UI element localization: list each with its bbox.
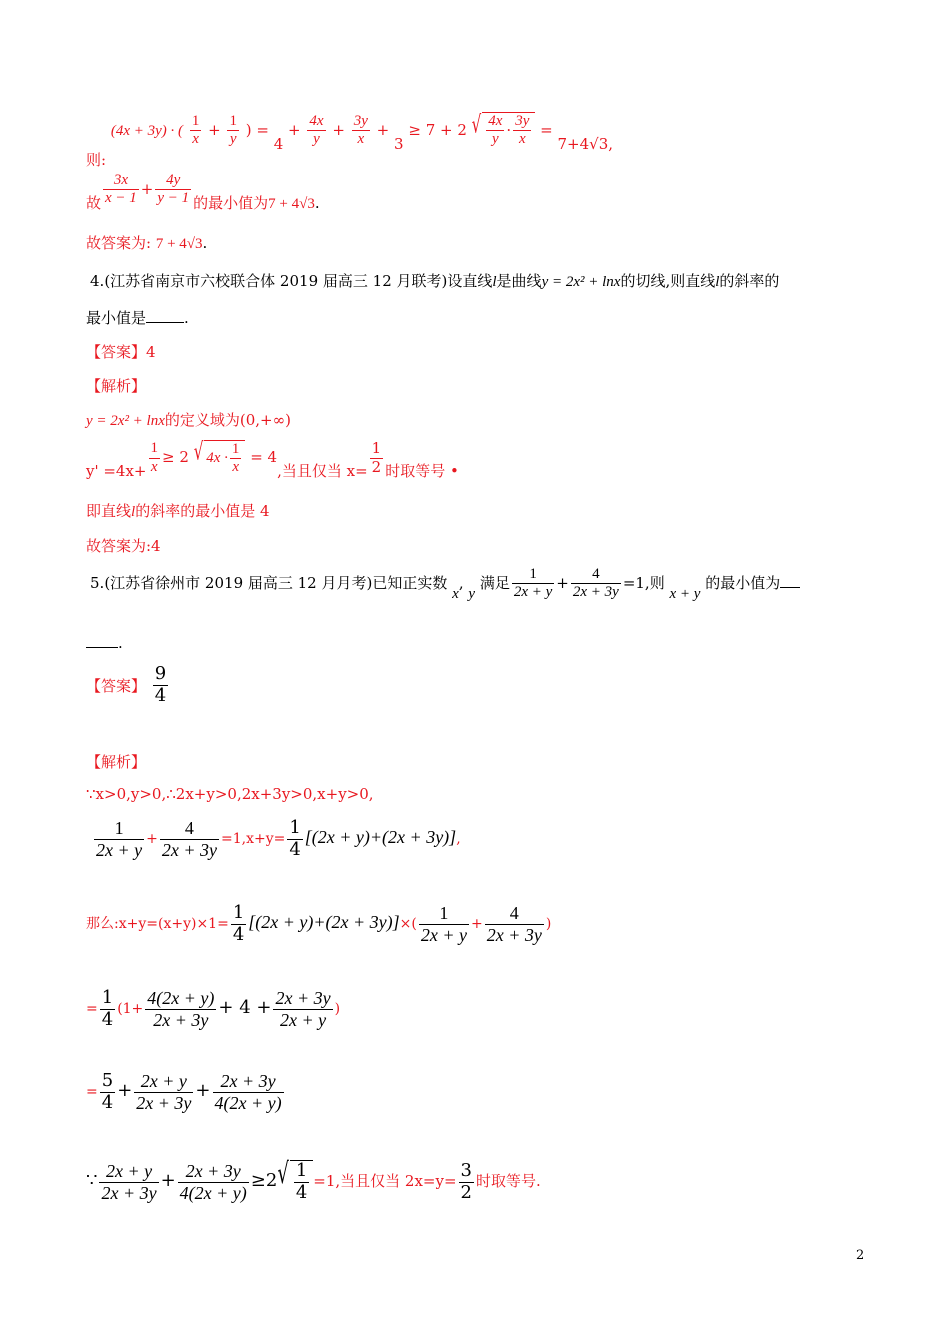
- domain-text: 的定义域为(0,+∞): [164, 411, 291, 429]
- condition-text: ,当且仅当 x=: [277, 462, 368, 481]
- then-label: 则:: [86, 150, 107, 169]
- plus-sign: +: [146, 831, 158, 848]
- answer-value: 4: [146, 343, 156, 361]
- sum-expr: x + y: [669, 585, 701, 602]
- sqrt-body: $\frac{4x}{y}$ · $\frac{3y}{x}$: [482, 112, 535, 149]
- min-value: 7 + 4√3: [268, 195, 315, 212]
- question-number: 5.: [90, 573, 105, 592]
- plus-sign: +: [195, 1080, 211, 1102]
- q4-stem-line1: [90, 270, 779, 291]
- stem-text: 的切线,则直线: [620, 272, 716, 290]
- answer-fraction: $\frac{9}{4}$: [154, 663, 167, 706]
- stem-text: 是曲线: [496, 272, 542, 290]
- frac: $\frac{1}{2x + y}$: [96, 818, 143, 860]
- sol3-answer-line: [86, 232, 207, 253]
- plus-sign: +: [376, 120, 390, 139]
- frac-1-2x-y: $\frac{1}{2x + y}$: [513, 566, 553, 601]
- step-text: 时取等号.: [476, 1172, 541, 1191]
- stem-text: 最小值是: [86, 309, 147, 327]
- frac-4y: $\frac{4y}{y - 1}$: [157, 172, 190, 207]
- q5-stem-line2: [86, 633, 123, 652]
- question-source: (江苏省徐州市 2019 届高三 12 月月考): [104, 573, 373, 592]
- frac: $\frac{4}{2x + 3y}$: [486, 903, 542, 945]
- equals-sign: ) =: [245, 120, 269, 139]
- comma: ,: [458, 573, 464, 592]
- sqrt-body: 4x · $\frac{1}{x}$: [204, 440, 245, 477]
- answer-blank: [86, 633, 118, 648]
- ge-two: ≥ 2: [162, 448, 189, 467]
- step-text: =1,当且仅当 2x=y=: [313, 1172, 457, 1191]
- frac-1-x: $\frac{1}{x}$: [191, 113, 200, 148]
- frac-1-x: $\frac{1}{x}$: [150, 440, 159, 475]
- frac: $\frac{1}{2x + y}$: [420, 903, 467, 945]
- function-expr: y = 2x² + lnx: [86, 413, 165, 429]
- frac-4x-y: $\frac{4x}{y}$: [309, 113, 324, 148]
- q5-because-line: ∵x>0,y>0,∴2x+y>0,2x+3y>0,x+y>0,: [86, 785, 374, 803]
- equals-sign: =: [86, 1001, 98, 1018]
- q4-final-answer: 故答案为:4: [86, 537, 161, 555]
- frac-3-2: $\frac{3}{2}$: [460, 1160, 472, 1203]
- period: .: [118, 634, 123, 652]
- sqrt-icon: √: [277, 1157, 289, 1192]
- stem-text: 设直线: [447, 272, 493, 290]
- question-number: 4.: [90, 272, 105, 290]
- frac: $\frac{4}{2x + 3y}$: [161, 818, 217, 860]
- frac-1-y: $\frac{1}{y}$: [229, 113, 237, 148]
- stem-text: 的斜率的: [719, 272, 780, 290]
- frac-quarter: $\frac{1}{4}$: [289, 817, 301, 860]
- stem-text: =1,则: [622, 573, 665, 592]
- q4-domain-line: [86, 409, 291, 430]
- stem-text: 满足: [479, 573, 510, 592]
- frac-quarter: $\frac{1}{4}$: [232, 902, 245, 945]
- ge-seven: ≥ 7 + 2: [408, 120, 467, 139]
- condition-end: 时取等号 •: [385, 462, 459, 481]
- sqrt-body: $\frac{1}{4}$: [290, 1160, 313, 1203]
- q5-step4: [86, 1071, 286, 1113]
- q5-analysis-label: 【解析】: [86, 753, 147, 771]
- q4-conclusion: [86, 500, 270, 521]
- comma: ,: [456, 831, 461, 848]
- step-text: ×(: [399, 916, 417, 933]
- page-number: 2: [856, 1248, 865, 1263]
- q5-step5: [86, 1157, 541, 1203]
- plus-sign: +: [332, 120, 345, 139]
- period: .: [314, 193, 320, 212]
- lhs-expr: (4x + 3y) · (: [110, 122, 184, 139]
- frac-4-2x-3y: $\frac{4}{2x + 3y}$: [572, 566, 619, 601]
- question-source: (江苏省南京市六校联合体 2019 届高三 12 月联考): [104, 272, 448, 290]
- var-x: x: [452, 585, 459, 602]
- q4-analysis-label: 【解析】: [86, 377, 147, 395]
- equals-sign: =: [86, 1084, 98, 1101]
- step-text: 那么:x+y=(x+y)×1=: [86, 916, 229, 933]
- plus-sign: +: [470, 916, 483, 933]
- q5-step1: [92, 818, 461, 860]
- q5-stem-line1: [90, 566, 800, 602]
- plus-sign: +: [117, 1080, 133, 1102]
- plus-sign: +: [140, 179, 154, 198]
- equals-four: = 4: [250, 448, 278, 467]
- line-symbol: l: [715, 274, 720, 290]
- frac-1-2: $\frac{1}{2}$: [371, 439, 382, 476]
- sqrt-icon: √: [471, 109, 482, 139]
- step-text: =1,x+y=: [220, 831, 286, 848]
- q5-answer: [86, 664, 170, 706]
- frac: $\frac{2x + 3y}{2x + y}$: [275, 988, 331, 1030]
- ge-two: ≥2: [250, 1170, 278, 1192]
- sol3-line-then: [86, 109, 614, 169]
- answer-value: 7 + 4√3: [155, 236, 203, 252]
- frac: $\frac{2x + 3y}{4(2x + y)}$: [179, 1161, 247, 1203]
- because-symbol: ∵: [86, 1170, 98, 1192]
- paren: (1+: [117, 1001, 144, 1018]
- step-text: + 4 +: [218, 997, 272, 1019]
- q5-step2: [86, 903, 551, 945]
- term-three: 3: [394, 134, 404, 153]
- q5-step3: [86, 988, 340, 1030]
- period: .: [202, 234, 208, 252]
- frac: $\frac{4(2x + y)}{2x + 3y}$: [147, 988, 215, 1030]
- plus-sign: +: [160, 1170, 176, 1192]
- frac-quarter: $\frac{1}{4}$: [101, 987, 114, 1030]
- equals-sign: =: [540, 120, 553, 139]
- frac-3y-x: $\frac{3y}{x}$: [353, 113, 368, 148]
- bracket-expr: [(2x + y)+(2x + 3y)]: [304, 827, 457, 848]
- stem-text: 已知正实数: [372, 573, 448, 592]
- sqrt-icon: √: [193, 437, 204, 467]
- term-four: 4: [273, 134, 284, 153]
- period: .: [184, 309, 189, 327]
- paren: ): [545, 916, 552, 933]
- result-value: 7+4√3,: [557, 134, 614, 153]
- q4-derivative-line: [86, 437, 459, 481]
- paren: ): [334, 1001, 341, 1018]
- q4-answer: [86, 341, 156, 362]
- curve-expr: y = 2x² + lnx: [541, 274, 621, 290]
- answer-label: 故答案为:: [86, 234, 152, 252]
- frac: $\frac{2x + 3y}{4(2x + y)}$: [214, 1071, 282, 1113]
- bracket-expr: [(2x + y)+(2x + 3y)]: [248, 912, 400, 933]
- min-text: 的最小值为: [193, 193, 269, 212]
- answer-label: 【答案】: [86, 677, 147, 696]
- conclusion-text: 的斜率的最小值是 4: [135, 502, 270, 520]
- answer-blank: [146, 308, 184, 323]
- q4-stem-line2: [86, 307, 189, 328]
- line-symbol: l: [492, 274, 497, 290]
- frac-3x: $\frac{3x}{x - 1}$: [105, 172, 137, 207]
- answer-blank: [780, 573, 800, 588]
- derivative-prefix: y' =4x+: [86, 462, 147, 481]
- frac: $\frac{5}{4}$: [101, 1070, 114, 1113]
- sol3-line-so: [86, 172, 320, 212]
- plus-sign: +: [288, 120, 301, 139]
- so-label: 故: [86, 193, 102, 212]
- plus-sign: +: [556, 573, 569, 592]
- frac: $\frac{2x + y}{2x + 3y}$: [136, 1071, 192, 1113]
- frac: $\frac{2x + y}{2x + 3y}$: [101, 1161, 157, 1203]
- line-symbol: l: [131, 504, 136, 520]
- conclusion-text: 即直线: [86, 502, 132, 520]
- var-y: y: [468, 585, 476, 602]
- answer-label: 【答案】: [86, 343, 147, 361]
- stem-text: 的最小值为: [705, 573, 781, 592]
- plus-sign: +: [208, 120, 221, 139]
